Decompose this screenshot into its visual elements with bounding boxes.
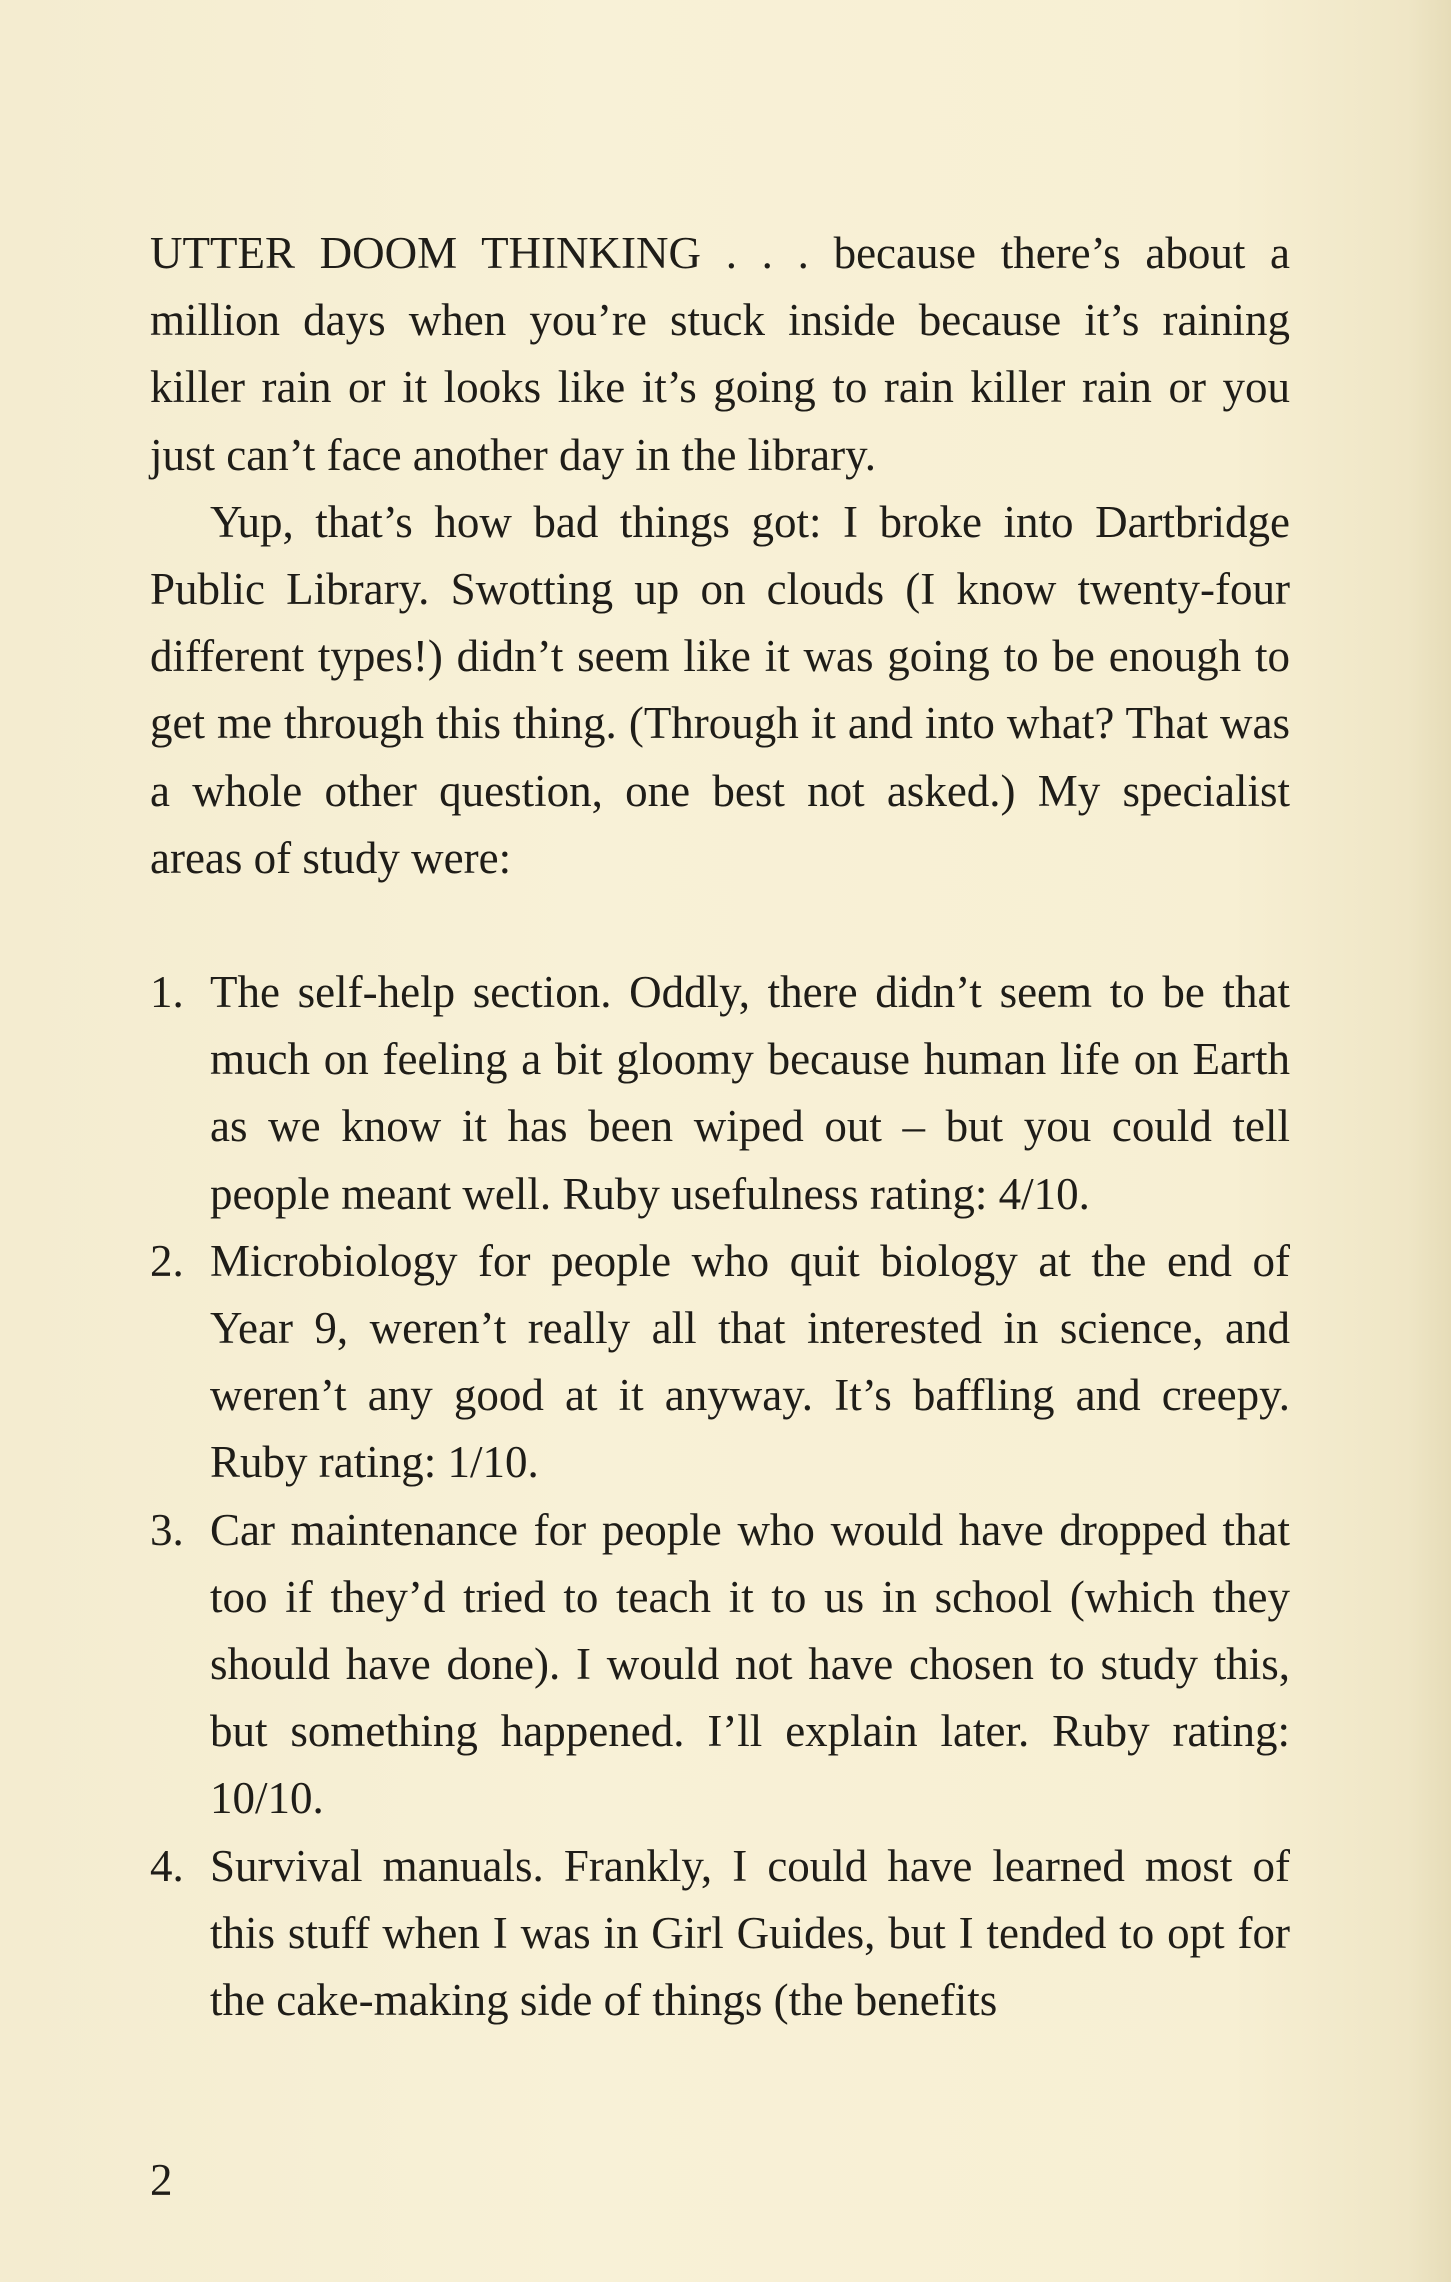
list-item-number: 3. <box>150 1504 184 1555</box>
list-item-text: Car maintenance for people who would have dropped that too if they’d tried to teach it to us in school (which they should have done). I would not have chosen to study this, but something happened. I’ll explain later. Ruby rating: 10/10. <box>210 1504 1290 1824</box>
paragraph-2: Yup, that’s how bad things got: I broke into Dartbridge Public Library. Swotting up on clouds (I know twenty-four different types!) didn’t seem like it was going to be enough to get me through this thing. (Through it and into what? That was a whole other question, one best not asked.) My specialist areas of study were: <box>150 496 1290 883</box>
list-item-text: The self-help section. Oddly, there didn’t seem to be that much on feeling a bit gloomy because human life on Earth as we know it has been wiped out – but you could tell people meant well. Ruby usefulness rating: 4/10. <box>210 967 1290 1219</box>
list-item <box>150 1833 1290 2035</box>
list-item-number: 2. <box>150 1235 184 1286</box>
page-number: 2 <box>150 2155 173 2205</box>
list-item-text: Microbiology for people who quit biology at the end of Year 9, weren’t really all that interested in science, and weren’t any good at it anyway. It’s baffling and creepy. Ruby rating: 1/10. <box>210 1235 1290 1488</box>
paragraph-1: UTTER DOOM THINKING . . . because there’s about a million days when you’re stuck inside because it’s raining killer rain or it looks like it’s going to rain killer rain or you just can’t face another day in the library. <box>150 228 1290 480</box>
list-item-number: 1. <box>150 967 184 1018</box>
list-item <box>150 959 1290 1228</box>
study-areas-list <box>150 959 1290 2034</box>
body-text <box>150 220 1290 2034</box>
list-item <box>150 1228 1290 1497</box>
list-item-text: Survival manuals. Frankly, I could have learned most of this stuff when I was in Girl Guides, but I tended to opt for the cake-making side of things (the benefits <box>210 1840 1290 2026</box>
list-item <box>150 1497 1290 1833</box>
list-item-number: 4. <box>150 1840 184 1891</box>
